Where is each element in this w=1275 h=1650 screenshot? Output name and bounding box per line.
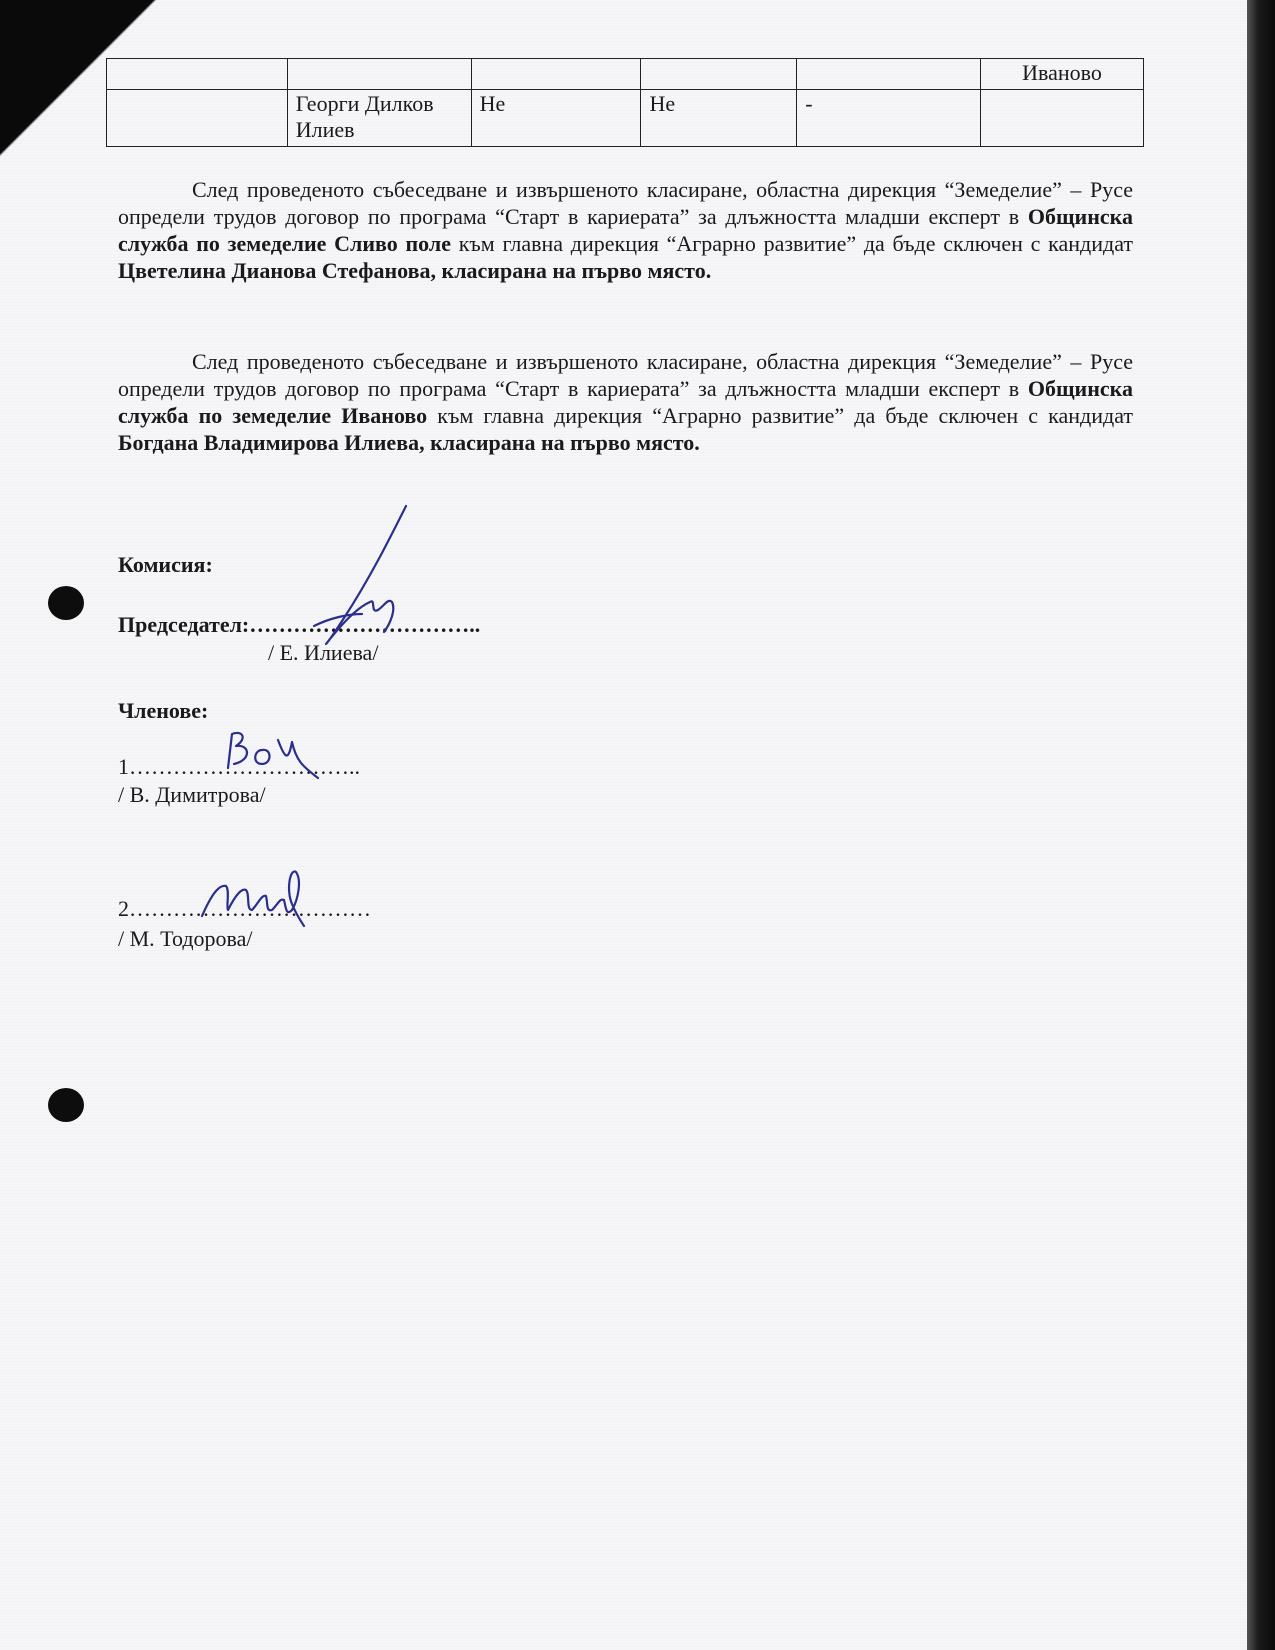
paragraph-text: След проведеното събеседване и извършеното класиране, областна дирекция “Земеделие” – Русе определи трудов договор по програма “Старт в кариерата” за длъжността младши експерт в	[118, 177, 1133, 229]
punch-hole	[48, 586, 84, 620]
candidates-table	[106, 58, 1144, 147]
commission-title: Комисия:	[118, 552, 213, 577]
paragraph-text: След проведеното събеседване и извършеното класиране, областна дирекция “Земеделие” – Русе определи трудов договор по програма “Старт в кариерата” за длъжността младши експерт в	[118, 349, 1133, 401]
table-cell	[287, 59, 471, 90]
member2-name: / М. Тодорова/	[118, 926, 253, 951]
member1-signature	[222, 720, 342, 790]
table-cell	[641, 59, 797, 90]
table-cell	[981, 90, 1144, 147]
table-cell	[107, 59, 288, 90]
scan-right-edge	[1247, 0, 1275, 1650]
member1-line: 1…………………………..	[118, 754, 360, 779]
table-cell: Не	[471, 90, 641, 147]
paragraph-text: към главна дирекция “Аграрно развитие” да бъде сключен с кандидат	[451, 231, 1134, 256]
table-cell	[471, 59, 641, 90]
member2-line: 2……………………………	[118, 896, 371, 921]
candidate-name: Богдана Владимирова Илиева, класирана на първо място.	[118, 430, 700, 455]
decision-paragraph	[118, 348, 1133, 456]
table-cell: Иваново	[981, 59, 1144, 90]
decision-paragraph	[118, 176, 1133, 284]
chair-label: Председател:…………………………..	[118, 612, 481, 637]
table-cell	[107, 90, 288, 147]
chair-name: / Е. Илиева/	[268, 640, 379, 665]
punch-hole	[48, 1088, 84, 1122]
chair-signature	[300, 498, 420, 658]
candidate-name-cell: Георги Дилков Илиев	[287, 90, 471, 147]
member1-name: / В. Димитрова/	[118, 782, 266, 807]
table-row	[107, 90, 1144, 147]
paragraph-text: към главна дирекция “Аграрно развитие” да бъде сключен с кандидат	[427, 403, 1134, 428]
table-cell: Не	[641, 90, 797, 147]
candidate-name: Цветелина Дианова Стефанова, класирана на първо място.	[118, 258, 712, 283]
table-cell: -	[797, 90, 981, 147]
office-name: Общинска служба по земеделие Сливо поле	[118, 204, 1133, 256]
members-label: Членове:	[118, 698, 209, 723]
office-name: Общинска служба по земеделие Иваново	[118, 376, 1133, 428]
member2-signature	[196, 860, 326, 930]
table-cell	[797, 59, 981, 90]
table-row	[107, 59, 1144, 90]
